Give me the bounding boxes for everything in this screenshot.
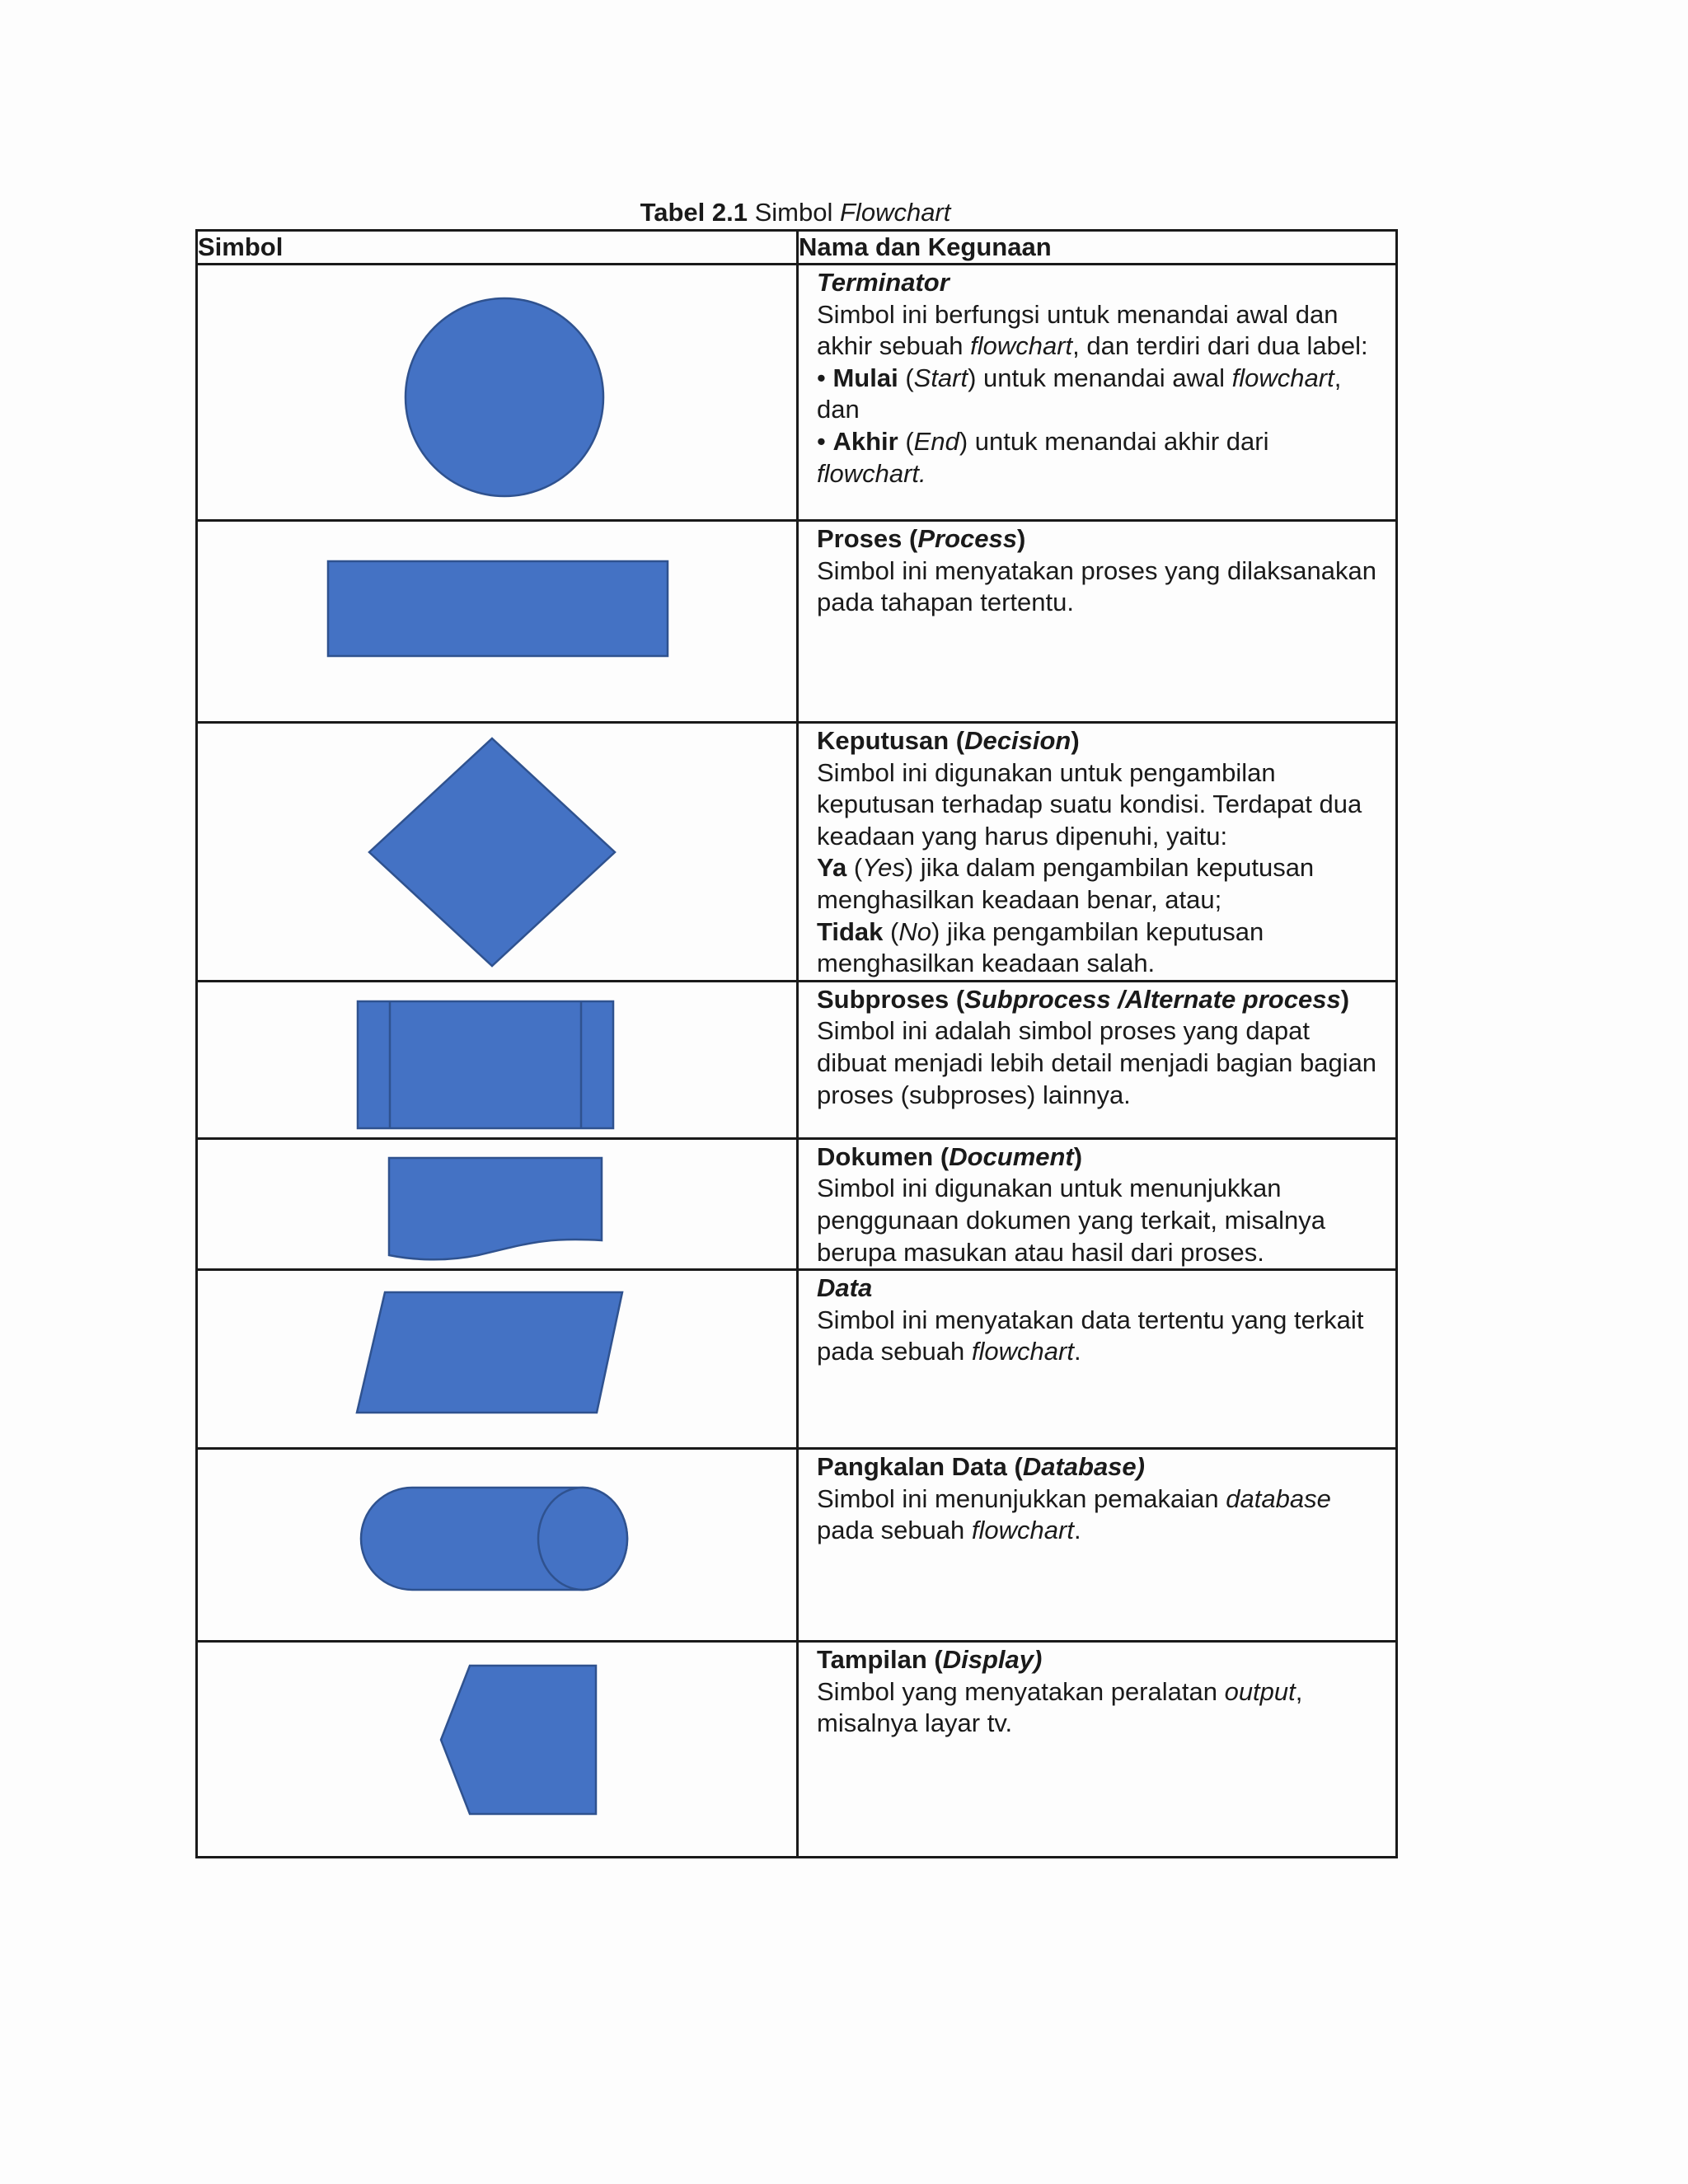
process-title: Proses (Process) [817, 524, 1026, 553]
decision-diamond-icon [198, 724, 799, 979]
table-row [197, 723, 1397, 982]
desc-cell-database [798, 1449, 1397, 1642]
caption-text: Simbol [754, 198, 833, 227]
table-caption [195, 196, 1395, 229]
table-row [197, 1138, 1397, 1269]
data-title: Data [817, 1273, 873, 1303]
data-parallelogram-icon [198, 1271, 799, 1450]
terminator-desc-3: • Akhir (End) untuk menandai akhir dari flowchart. [817, 426, 1269, 488]
flowchart-symbol-table [195, 229, 1398, 1858]
symbol-cell-data [197, 1270, 798, 1449]
header-nama-kegunaan: Nama dan Kegunaan [798, 231, 1397, 265]
symbol-cell-decision [197, 723, 798, 982]
terminator-title: Terminator [817, 268, 950, 297]
process-rectangle-icon [198, 522, 799, 724]
subprocess-desc: Simbol ini adalah simbol proses yang dapat dibuat menjadi lebih detail menjadi bagian bagian proses (subproses) lainnya. [817, 1016, 1377, 1109]
subprocess-icon [198, 982, 799, 1140]
terminator-circle-icon [198, 265, 799, 522]
terminator-desc-1: Simbol ini berfungsi untuk menandai awal dan akhir sebuah flowchart, dan terdiri dari dua label: [817, 299, 1368, 361]
process-desc: Simbol ini menyatakan proses yang dilaksanakan pada tahapan tertentu. [817, 555, 1376, 617]
desc-cell-document [798, 1138, 1397, 1269]
database-desc: Simbol ini menunjukkan pemakaian database pada sebuah flowchart. [817, 1483, 1331, 1545]
desc-cell-subprocess [798, 981, 1397, 1138]
display-title: Tampilan (Display) [817, 1645, 1043, 1675]
data-desc: Simbol ini menyatakan data tertentu yang terkait pada sebuah flowchart. [817, 1305, 1364, 1366]
symbol-cell-display [197, 1642, 798, 1858]
desc-cell-data [798, 1270, 1397, 1449]
symbol-cell-process [197, 521, 798, 723]
document-icon [198, 1140, 799, 1268]
subprocess-title: Subproses (Subprocess /Alternate process) [817, 984, 1350, 1014]
caption-italic: Flowchart [840, 198, 951, 227]
symbol-cell-subprocess [197, 981, 798, 1138]
document-title: Dokumen (Document) [817, 1141, 1083, 1171]
table-row [197, 521, 1397, 723]
display-icon [198, 1643, 799, 1858]
database-title: Pangkalan Data (Database) [817, 1452, 1145, 1482]
database-cylinder-icon [198, 1450, 799, 1643]
table-row [197, 1642, 1397, 1858]
symbol-cell-document [197, 1138, 798, 1269]
desc-cell-process [798, 521, 1397, 723]
table-row [197, 265, 1397, 521]
display-desc: Simbol yang menyatakan peralatan output, misalnya layar tv. [817, 1676, 1303, 1738]
terminator-desc-2: • Mulai (Start) untuk menandai awal flowchart, dan [817, 363, 1342, 424]
caption-label: Tabel 2.1 [640, 198, 748, 227]
decision-desc-1: Simbol ini digunakan untuk pengambilan keputusan terhadap suatu kondisi. Terdapat dua keadaan yang harus dipenuhi, yaitu: [817, 757, 1362, 851]
decision-title: Keputusan (Decision) [817, 726, 1080, 755]
desc-cell-display [798, 1642, 1397, 1858]
table-row [197, 981, 1397, 1138]
desc-cell-terminator [798, 265, 1397, 521]
symbol-cell-terminator [197, 265, 798, 521]
symbol-cell-database [197, 1449, 798, 1642]
decision-desc-2: Ya (Yes) jika dalam pengambilan keputusan menghasilkan keadaan benar, atau; [817, 853, 1315, 914]
table-header-row [197, 231, 1397, 265]
table-row [197, 1270, 1397, 1449]
document-desc: Simbol ini digunakan untuk menunjukkan penggunaan dokumen yang terkait, misalnya berupa masukan atau hasil dari proses. [817, 1174, 1325, 1267]
decision-desc-3: Tidak (No) jika pengambilan keputusan menghasilkan keadaan salah. [817, 916, 1264, 978]
desc-cell-decision [798, 723, 1397, 982]
table-row [197, 1449, 1397, 1642]
header-simbol: Simbol [197, 231, 798, 265]
